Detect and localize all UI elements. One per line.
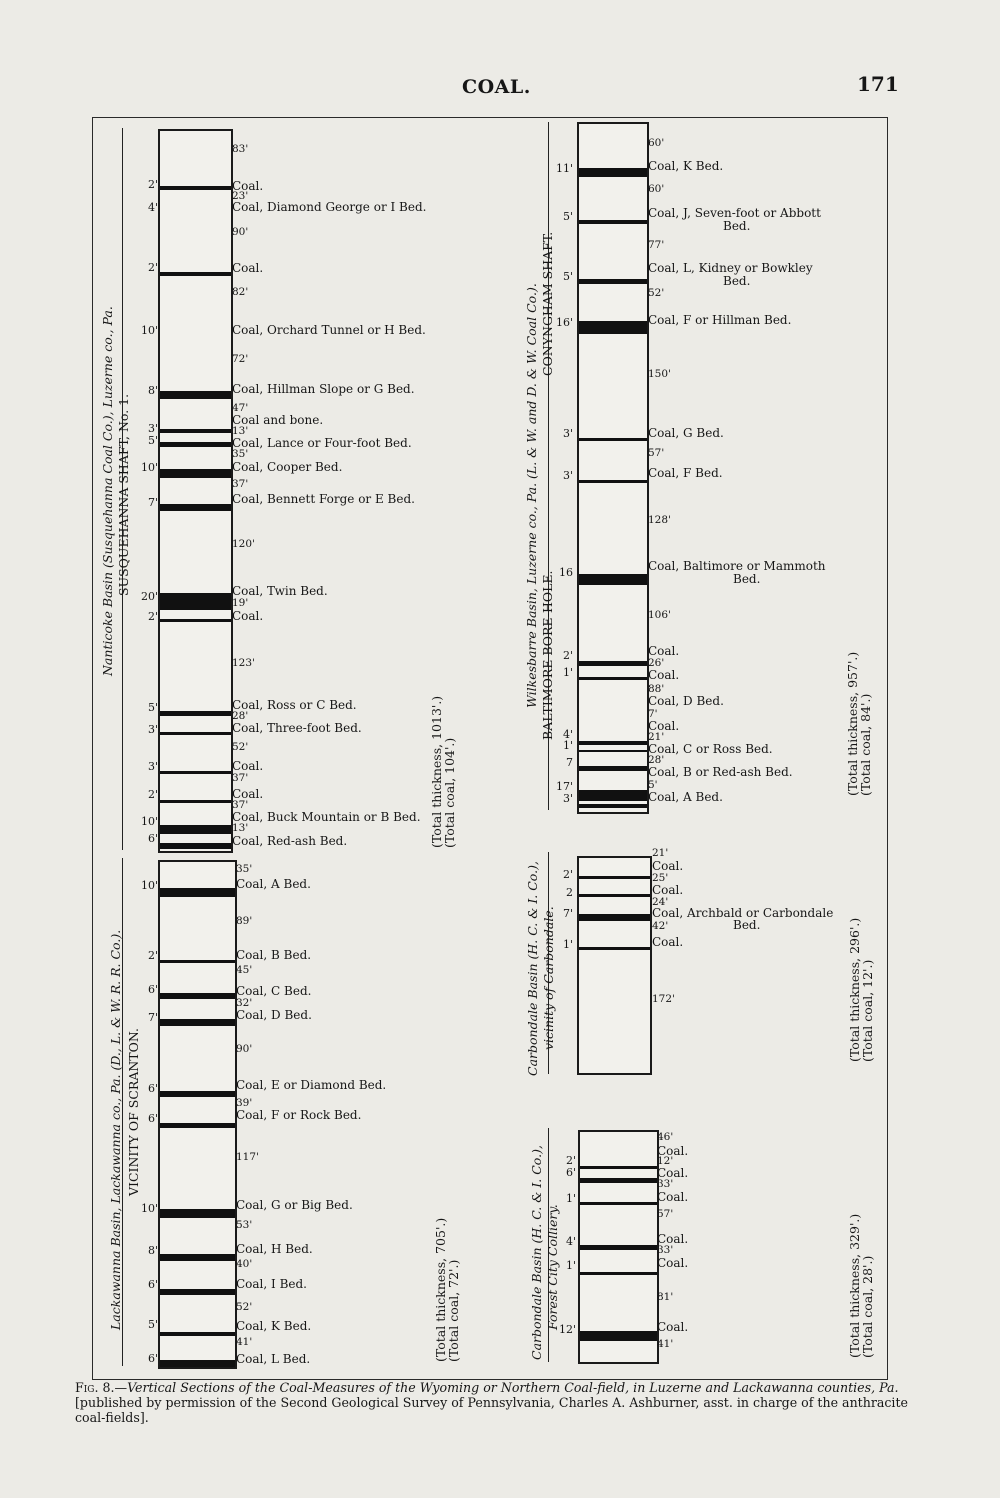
coal-bed <box>160 619 231 622</box>
section-totals: (Total thickness, 705'.) (Total coal, 72'.) <box>433 1217 461 1362</box>
section-title: Lackawanna Basin, Lackawanna co., Pa. (D., L. & W. R. R. Co.). <box>108 929 123 1330</box>
coal-bed <box>160 504 231 511</box>
bed-name-label: Coal. <box>232 609 264 623</box>
bed-name-label: Bed. <box>733 572 761 586</box>
coal-bed <box>160 391 231 399</box>
coal-bed <box>160 1123 235 1128</box>
bed-name-label: Coal. <box>652 935 684 949</box>
bed-thickness-label: 3' <box>562 792 573 805</box>
coal-bed <box>580 1245 657 1250</box>
section-totals: (Total thickness, 1013'.) (Total coal, 104'.) <box>429 695 457 848</box>
interval-thickness-label: 47' <box>232 402 249 414</box>
interval-thickness-label: 123' <box>232 657 255 669</box>
bed-name-label: Bed. <box>723 219 751 233</box>
interval-thickness-label: 72' <box>232 353 249 365</box>
caption-rest: [published by permission of the Second Geological Survey of Pennsylvania, Charles A. Ashburner, asst. in charge of the anthracite coal-fields]. <box>75 1395 908 1425</box>
bed-name-label: Bed. <box>723 274 751 288</box>
interval-thickness-label: 81' <box>657 1291 674 1303</box>
coal-bed <box>579 321 647 334</box>
bed-name-label: Coal, C or Ross Bed. <box>648 742 773 756</box>
bed-name-label: Coal and bone. <box>232 413 324 427</box>
interval-thickness-label: 42' <box>652 920 669 932</box>
bed-thickness-label: 3' <box>562 427 573 440</box>
interval-thickness-label: 13' <box>232 425 249 437</box>
coal-bed <box>579 661 647 666</box>
interval-thickness-label: 77' <box>648 239 665 251</box>
bed-thickness-label: 3' <box>147 422 158 435</box>
bed-thickness-label: 7' <box>147 496 158 509</box>
interval-thickness-label: 32' <box>236 997 253 1009</box>
interval-thickness-label: 128' <box>648 514 671 526</box>
bed-thickness-label: 4' <box>565 1235 576 1248</box>
bed-thickness-label: 4' <box>562 728 573 741</box>
bed-thickness-label: 2' <box>147 261 158 274</box>
coal-bed <box>160 771 231 774</box>
bed-thickness-label: 1' <box>565 1259 576 1272</box>
coal-bed <box>579 168 647 177</box>
bed-name-label: Coal. <box>648 668 680 682</box>
section-column-susquehanna <box>158 129 233 853</box>
bed-name-label: Coal. <box>652 883 684 897</box>
section-title: Nanticoke Basin (Susquehanna Coal Co.), Luzerne co., Pa. <box>100 306 115 676</box>
bed-name-label: Coal, Bennett Forge or E Bed. <box>232 492 415 506</box>
bed-thickness-label: 20' <box>140 590 158 603</box>
bed-thickness-label: 2' <box>147 178 158 191</box>
coal-bed <box>579 766 647 771</box>
coal-bed <box>160 429 231 433</box>
bed-name-label: Bed. <box>733 918 761 932</box>
bed-thickness-label: 3' <box>147 760 158 773</box>
bed-name-label: Coal, Orchard Tunnel or H Bed. <box>232 323 426 337</box>
interval-thickness-label: 90' <box>236 1043 253 1055</box>
bed-name-label: Coal, Diamond George or I Bed. <box>232 200 427 214</box>
bed-name-label: Coal, Lance or Four-foot Bed. <box>232 436 412 450</box>
coal-bed <box>579 279 647 284</box>
interval-thickness-label: 45' <box>236 964 253 976</box>
section-totals: (Total thickness, 957'.) (Total coal, 84'.) <box>845 651 873 796</box>
coal-bed <box>160 1332 235 1336</box>
bed-name-label: Coal. <box>232 179 264 193</box>
interval-thickness-label: 57' <box>657 1208 674 1220</box>
interval-thickness-label: 120' <box>232 538 255 550</box>
bed-name-label: Coal, F or Rock Bed. <box>236 1108 362 1122</box>
section-column-scranton <box>158 860 237 1369</box>
interval-thickness-label: 46' <box>657 1131 674 1143</box>
bed-name-label: Coal. <box>232 261 264 275</box>
bed-thickness-label: 7' <box>147 1011 158 1024</box>
bed-thickness-label: 10' <box>140 879 158 892</box>
coal-bed <box>160 800 231 803</box>
bed-thickness-label: 17' <box>555 780 573 793</box>
bed-name-label: Coal. <box>652 859 684 873</box>
interval-thickness-label: 60' <box>648 137 665 149</box>
coal-bed <box>160 960 235 963</box>
coal-bed <box>160 1019 235 1026</box>
bed-thickness-label: 6' <box>147 832 158 845</box>
interval-thickness-label: 60' <box>648 183 665 195</box>
section-column-carbondale <box>577 856 652 1075</box>
bed-thickness-label: 5' <box>147 434 158 447</box>
bed-name-label: Coal, L Bed. <box>236 1352 311 1366</box>
bed-name-label: Coal, D Bed. <box>648 694 724 708</box>
section-totals: (Total thickness, 296'.) (Total coal, 12'.) <box>847 917 875 1062</box>
bed-name-label: Coal, L, Kidney or Bowkley <box>648 261 813 275</box>
interval-thickness-label: 117' <box>236 1151 259 1163</box>
interval-thickness-label: 33' <box>657 1178 674 1190</box>
bed-name-label: Coal, K Bed. <box>236 1319 312 1333</box>
section-column-conyngham <box>577 122 649 814</box>
coal-bed <box>160 1254 235 1261</box>
bed-name-label: Coal, B or Red-ash Bed. <box>648 765 793 779</box>
bed-thickness-label: 16' <box>555 316 573 329</box>
coal-bed <box>580 1202 657 1205</box>
interval-thickness-label: 25' <box>652 872 669 884</box>
interval-thickness-label: 37' <box>232 772 249 784</box>
bed-thickness-label: 12' <box>558 1323 576 1336</box>
coal-bed <box>579 804 647 808</box>
bed-thickness-label: 6' <box>565 1166 576 1179</box>
coal-bed <box>160 711 231 716</box>
coal-bed <box>579 220 647 224</box>
bed-name-label: Coal, G Bed. <box>648 426 724 440</box>
bed-thickness-label: 6' <box>147 1112 158 1125</box>
page-number: 171 <box>857 72 899 96</box>
bed-thickness-label: 10' <box>140 324 158 337</box>
interval-thickness-label: 21' <box>648 731 665 743</box>
coal-bed <box>580 1331 657 1341</box>
bed-thickness-label: 11' <box>555 162 573 175</box>
interval-thickness-label: 33' <box>657 1244 674 1256</box>
bed-thickness-label: 6' <box>147 1278 158 1291</box>
bed-name-label: Coal, F Bed. <box>648 466 723 480</box>
section-subtitle: vicinity of Carbondale. <box>541 906 556 1050</box>
coal-bed <box>579 894 650 897</box>
bed-name-label: Coal, F or Hillman Bed. <box>648 313 792 327</box>
bed-thickness-label: 1' <box>562 666 573 679</box>
bed-thickness-label: 5' <box>147 701 158 714</box>
bed-name-label: Coal, C Bed. <box>236 984 312 998</box>
coal-bed <box>160 732 231 735</box>
bed-thickness-label: 1' <box>562 938 573 951</box>
bed-thickness-label: 4' <box>147 201 158 214</box>
interval-thickness-label: 37' <box>232 478 249 490</box>
bed-thickness-label: 7 <box>566 756 573 769</box>
coal-bed <box>160 186 231 190</box>
section-title: Wilkesbarre Basin, Luzerne co., Pa. (L. & W. and D. & W. Coal Co.). <box>524 283 539 708</box>
interval-thickness-label: 37' <box>232 799 249 811</box>
section-column-forest-city <box>578 1130 659 1364</box>
interval-thickness-label: 53' <box>236 1219 253 1231</box>
bed-name-label: Coal, E or Diamond Bed. <box>236 1078 387 1092</box>
coal-bed <box>160 888 235 897</box>
coal-bed <box>160 843 231 849</box>
section-subtitle: Forest City Colliery. <box>545 1204 560 1330</box>
caption-italic: Vertical Sections of the Coal-Measures of the Wyoming or Northern Coal-field, in Luzerne and Lackawanna counties, Pa. <box>127 1380 899 1395</box>
bed-thickness-label: 16 <box>559 566 573 579</box>
bed-thickness-label: 6' <box>147 1082 158 1095</box>
coal-bed <box>579 947 650 950</box>
coal-bed <box>579 750 647 752</box>
interval-thickness-label: 24' <box>652 896 669 908</box>
bed-name-label: Coal, J, Seven-foot or Abbott <box>648 206 821 220</box>
bed-thickness-label: 2' <box>147 949 158 962</box>
bed-thickness-label: 3' <box>562 469 573 482</box>
coal-bed <box>579 677 647 680</box>
interval-thickness-label: 7' <box>648 708 658 720</box>
bed-name-label: Coal. <box>657 1166 689 1180</box>
bed-thickness-label: 1' <box>565 1192 576 1205</box>
section-subtitle: SUSQUEHANNA SHAFT, No. 1. <box>116 393 131 596</box>
bed-thickness-label: 6' <box>147 983 158 996</box>
coal-bed <box>160 1209 235 1218</box>
interval-thickness-label: 19' <box>232 597 249 609</box>
bed-name-label: Coal. <box>232 787 264 801</box>
bed-name-label: Coal, G or Big Bed. <box>236 1198 353 1212</box>
interval-thickness-label: 39' <box>236 1097 253 1109</box>
bed-name-label: Coal. <box>648 644 680 658</box>
interval-thickness-label: 83' <box>232 143 249 155</box>
bed-thickness-label: 5' <box>562 210 573 223</box>
interval-thickness-label: 172' <box>652 993 675 1005</box>
coal-bed <box>160 469 231 478</box>
coal-bed <box>579 741 647 745</box>
bed-name-label: Coal, Ross or C Bed. <box>232 698 357 712</box>
bed-thickness-label: 7' <box>562 907 573 920</box>
bed-name-label: Coal. <box>657 1320 689 1334</box>
bed-name-label: Coal. <box>657 1190 689 1204</box>
coal-bed <box>160 442 231 447</box>
interval-thickness-label: 28' <box>232 710 249 722</box>
bed-thickness-label: 2' <box>562 868 573 881</box>
coal-bed <box>579 480 647 483</box>
interval-thickness-label: 35' <box>232 448 249 460</box>
bed-thickness-label: 2' <box>565 1154 576 1167</box>
coal-bed <box>160 272 231 276</box>
bed-thickness-label: 8' <box>147 1244 158 1257</box>
interval-thickness-label: 26' <box>648 657 665 669</box>
interval-thickness-label: 12' <box>657 1155 674 1167</box>
bed-thickness-label: 2' <box>147 788 158 801</box>
coal-bed <box>160 993 235 999</box>
bed-name-label: Coal, A Bed. <box>648 790 723 804</box>
interval-thickness-label: 150' <box>648 368 671 380</box>
interval-thickness-label: 90' <box>232 226 249 238</box>
bed-name-label: Coal, Buck Mountain or B Bed. <box>232 810 421 824</box>
bed-thickness-label: 3' <box>147 723 158 736</box>
interval-thickness-label: 41' <box>236 1336 253 1348</box>
bed-name-label: Coal. <box>232 759 264 773</box>
section-subtitle: VICINITY OF SCRANTON. <box>126 1028 141 1196</box>
interval-thickness-label: 52' <box>232 741 249 753</box>
bed-thickness-label: 2 <box>566 886 573 899</box>
interval-thickness-label: 89' <box>236 915 253 927</box>
interval-thickness-label: 52' <box>648 287 665 299</box>
bed-name-label: Coal, I Bed. <box>236 1277 307 1291</box>
bed-thickness-label: 10' <box>140 461 158 474</box>
interval-thickness-label: 21' <box>652 847 669 859</box>
coal-bed <box>579 876 650 879</box>
coal-bed <box>579 914 650 921</box>
bed-name-label: Coal, K Bed. <box>648 159 724 173</box>
section-subtitle: BALTIMORE BORE-HOLE. <box>540 570 555 740</box>
interval-thickness-label: 106' <box>648 609 671 621</box>
bed-name-label: Coal, Twin Bed. <box>232 584 328 598</box>
coal-bed <box>580 1178 657 1183</box>
bed-name-label: Coal. <box>648 719 680 733</box>
coal-bed <box>160 1360 235 1367</box>
bed-thickness-label: 10' <box>140 1202 158 1215</box>
bed-name-label: Coal, A Bed. <box>236 877 311 891</box>
interval-thickness-label: 52' <box>236 1301 253 1313</box>
bed-name-label: Coal, Archbald or Carbondale <box>652 906 834 920</box>
interval-thickness-label: 40' <box>236 1258 253 1270</box>
bed-name-label: Coal, Red-ash Bed. <box>232 834 348 848</box>
bed-name-label: Coal, Hillman Slope or G Bed. <box>232 382 415 396</box>
interval-thickness-label: 23' <box>232 190 249 202</box>
bed-name-label: Coal. <box>657 1256 689 1270</box>
coal-bed <box>579 790 647 801</box>
caption-fig-number: Fig. 8. <box>75 1380 115 1395</box>
section-totals: (Total thickness, 329'.) (Total coal, 28'.) <box>847 1213 875 1358</box>
coal-bed <box>580 1272 657 1275</box>
coal-bed <box>160 1289 235 1295</box>
bed-name-label: Coal, Cooper Bed. <box>232 460 343 474</box>
bed-name-label: Coal, B Bed. <box>236 948 312 962</box>
bed-thickness-label: 8' <box>147 384 158 397</box>
bed-name-label: Coal. <box>657 1232 689 1246</box>
bed-thickness-label: 6' <box>147 1352 158 1365</box>
interval-thickness-label: 13' <box>232 822 249 834</box>
coal-bed <box>160 1091 235 1097</box>
bed-thickness-label: 1' <box>562 739 573 752</box>
bed-name-label: Coal, Three-foot Bed. <box>232 721 362 735</box>
bed-thickness-label: 10' <box>140 815 158 828</box>
coal-bed <box>580 1166 657 1169</box>
bed-name-label: Coal. <box>657 1144 689 1158</box>
bed-thickness-label: 5' <box>562 270 573 283</box>
section-title: Carbondale Basin (H. C. & I. Co.), <box>525 861 540 1076</box>
figure-caption: Fig. 8.—Vertical Sections of the Coal-Measures of the Wyoming or Northern Coal-field, in Luzerne and Lackawanna counties, Pa. [published by permission of the Second Geological Survey of Pennsylvania, Charles A. Ashburner, asst. in charge of the anthracite coal-fields]. <box>75 1380 908 1425</box>
interval-thickness-label: 41' <box>657 1338 674 1350</box>
interval-thickness-label: 5' <box>648 779 658 791</box>
bed-name-label: Coal, Baltimore or Mammoth <box>648 559 826 573</box>
interval-thickness-label: 28' <box>648 754 665 766</box>
running-head: COAL. <box>462 76 531 98</box>
interval-thickness-label: 57' <box>648 447 665 459</box>
coal-bed <box>579 438 647 441</box>
interval-thickness-label: 88' <box>648 683 665 695</box>
coal-bed <box>160 825 231 834</box>
interval-thickness-label: 82' <box>232 286 249 298</box>
coal-bed <box>160 593 231 610</box>
bed-thickness-label: 5' <box>147 1318 158 1331</box>
bed-thickness-label: 2' <box>147 610 158 623</box>
bed-name-label: Coal, H Bed. <box>236 1242 313 1256</box>
section-title: Carbondale Basin (H. C. & I. Co.), <box>529 1145 544 1360</box>
section-subtitle: CONYNGHAM SHAFT. <box>540 231 555 376</box>
interval-thickness-label: 35' <box>236 863 253 875</box>
coal-bed <box>579 574 647 585</box>
bed-name-label: Coal, D Bed. <box>236 1008 312 1022</box>
bed-thickness-label: 2' <box>562 649 573 662</box>
